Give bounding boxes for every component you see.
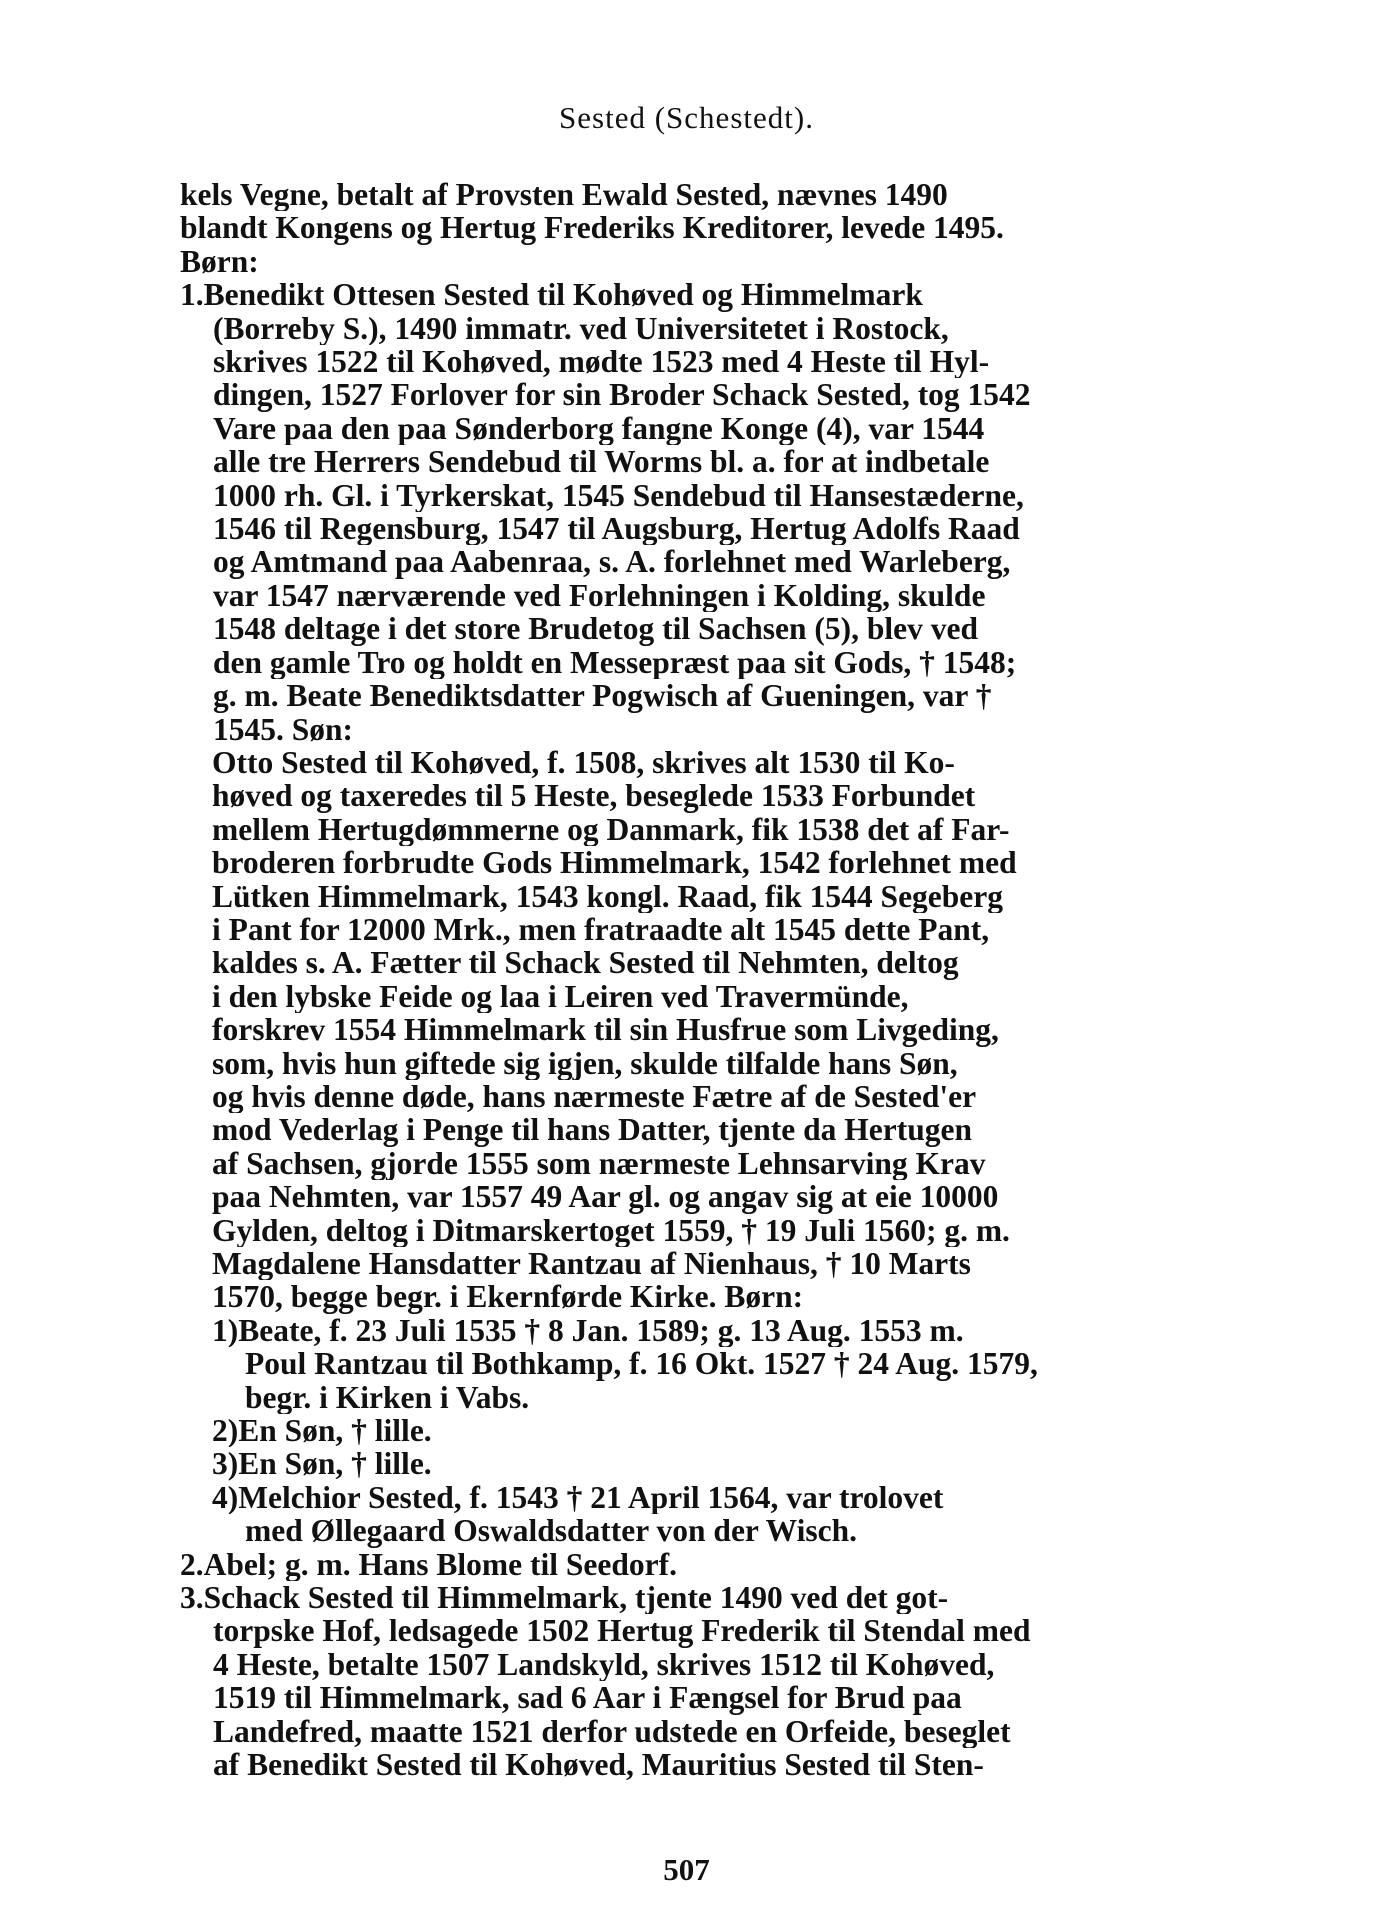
- text-line: 3.Schack Sested til Himmelmark, tjente 1490 ved det got-: [180, 1581, 949, 1615]
- text-line: 1548 deltage i det store Brudetog til Sachsen (5), blev ved: [213, 612, 978, 646]
- text-line: skrives 1522 til Kohøved, mødte 1523 med 4 Heste til Hyl-: [213, 345, 990, 379]
- text-line: 1000 rh. Gl. i Tyrkerskat, 1545 Sendebud til Hansestæderne,: [213, 478, 1024, 513]
- text-line: Otto Sested til Kohøved, f. 1508, skrives alt 1530 til Ko-: [212, 745, 955, 780]
- text-line: forskrev 1554 Himmelmark til sin Husfrue som Livgeding,: [212, 1013, 999, 1047]
- text-line: dingen, 1527 Forlover for sin Broder Schack Sested, tog 1542: [213, 378, 1031, 412]
- text-line: og Amtmand paa Aabenraa, s. A. forlehnet med Warleberg,: [213, 545, 1011, 579]
- text-line: alle tre Herrers Sendebud til Worms bl. a. for at indbetale: [213, 445, 990, 479]
- text-line: 2.Abel; g. m. Hans Blome til Seedorf.: [180, 1547, 677, 1582]
- text-line: Lütken Himmelmark, 1543 kongl. Raad, fik 1544 Segeberg: [212, 879, 1004, 913]
- text-line: 1.Benedikt Ottesen Sested til Kohøved og Himmelmark: [180, 278, 923, 312]
- text-line: den gamle Tro og holdt en Messepræst paa sit Gods, † 1548;: [213, 645, 1017, 680]
- text-line: Gylden, deltog i Ditmarskertoget 1559, † 19 Juli 1560; g. m.: [212, 1213, 1010, 1247]
- text-line: mellem Hertugdømmerne og Danmark, fik 1538 det af Far-: [212, 812, 1010, 847]
- text-line: som, hvis hun giftede sig igjen, skulde tilfalde hans Søn,: [212, 1046, 958, 1080]
- text-line: kaldes s. A. Fætter til Schack Sested til Nehmten, deltog: [212, 946, 959, 980]
- text-line: Vare paa den paa Sønderborg fangne Konge (4), var 1544: [213, 411, 985, 446]
- text-line: af Benedikt Sested til Kohøved, Mauritius Sested til Sten-: [213, 1748, 984, 1782]
- text-line: med Øllegaard Oswaldsdatter von der Wisch.: [245, 1514, 857, 1548]
- text-line: torpske Hof, ledsagede 1502 Hertug Frederik til Stendal med: [213, 1614, 1031, 1648]
- text-line: paa Nehmten, var 1557 49 Aar gl. og angav sig at eie 10000: [212, 1180, 999, 1214]
- text-line: Poul Rantzau til Bothkamp, f. 16 Okt. 1527 † 24 Aug. 1579,: [245, 1347, 1038, 1381]
- page-header: Sested (Schestedt).: [559, 100, 814, 135]
- text-line: 1)Beate, f. 23 Juli 1535 † 8 Jan. 1589; g. 13 Aug. 1553 m.: [212, 1313, 964, 1348]
- text-line: begr. i Kirken i Vabs.: [245, 1380, 530, 1415]
- text-line: kels Vegne, betalt af Provsten Ewald Sested, nævnes 1490: [180, 178, 948, 212]
- text-line: mod Vederlag i Penge til hans Datter, tjente da Hertugen: [212, 1113, 973, 1147]
- text-line: Magdalene Hansdatter Rantzau af Nienhaus, † 10 Marts: [212, 1247, 971, 1281]
- text-line: 2)En Søn, † lille.: [212, 1414, 432, 1448]
- text-line: Landefred, maatte 1521 derfor udstede en Orfeide, beseglet: [213, 1714, 1011, 1749]
- text-line: var 1547 nærværende ved Forlehningen i Kolding, skulde: [213, 578, 986, 613]
- text-line: 4)Melchior Sested, f. 1543 † 21 April 1564, var trolovet: [212, 1480, 944, 1515]
- text-line: 1519 til Himmelmark, sad 6 Aar i Fængsel for Brud paa: [213, 1681, 962, 1715]
- text-line: 4 Heste, betalte 1507 Landskyld, skrives 1512 til Kohøved,: [213, 1647, 995, 1682]
- text-line: 1546 til Regensburg, 1547 til Augsburg, Hertug Adolfs Raad: [213, 512, 1020, 546]
- text-line: i den lybske Feide og laa i Leiren ved Travermünde,: [212, 979, 909, 1014]
- text-line: broderen forbrudte Gods Himmelmark, 1542 forlehnet med: [212, 846, 1017, 880]
- text-line: Børn:: [180, 244, 259, 279]
- text-line: g. m. Beate Benediktsdatter Pogwisch af Gueningen, var †: [213, 679, 992, 713]
- text-line: 1545. Søn:: [213, 712, 354, 746]
- text-line: blandt Kongens og Hertug Frederiks Kreditorer, levede 1495.: [180, 211, 1004, 245]
- text-line: høved og taxeredes til 5 Heste, beseglede 1533 Forbundet: [212, 779, 976, 813]
- body-text: [180, 178, 1200, 1782]
- text-line: 1570, begge begr. i Ekernførde Kirke. Børn:: [212, 1280, 804, 1314]
- page-number: 507: [663, 1852, 710, 1887]
- text-line: (Borreby S.), 1490 immatr. ved Universitetet i Rostock,: [213, 311, 949, 346]
- text-line: og hvis denne døde, hans nærmeste Fætre af de Sested'er: [212, 1079, 977, 1114]
- text-line: af Sachsen, gjorde 1555 som nærmeste Lehnsarving Krav: [212, 1146, 986, 1181]
- text-line: 3)En Søn, † lille.: [212, 1447, 432, 1481]
- text-line: i Pant for 12000 Mrk., men fratraadte alt 1545 dette Pant,: [212, 912, 990, 947]
